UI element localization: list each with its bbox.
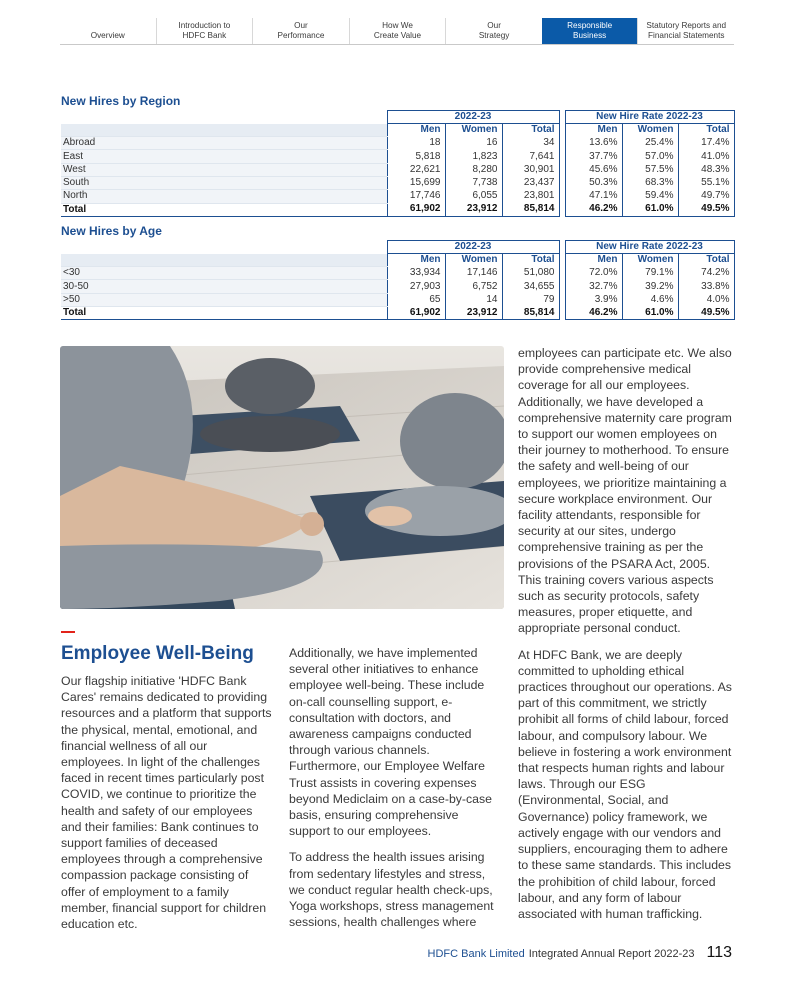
cell: 39.2% xyxy=(622,280,678,293)
column-header: Women xyxy=(445,254,502,267)
region-group-hire-rate: New Hire Rate 2022-23 xyxy=(565,111,734,124)
cell: 79.1% xyxy=(622,267,678,280)
cell: 74.2% xyxy=(678,267,734,280)
cell: 49.7% xyxy=(678,190,734,203)
paragraph: employees can participate etc. We also provide comprehensive medical coverage for all our employees. Additionally, we have developed a comprehensive maternity care program to support our women employees on their journey to motherhood. To ensure the safety and well-being of our employees, we prioritize maintaining a secure workplace environment. Our facility attendants, responsible for security at our sites, undergo comprehensive training as per the provisions of the PSARA Act, 2005. This training covers various aspects such as security protocols, safety measures, proper etiquette, and appropriate personal conduct. xyxy=(518,346,732,636)
cell: 37.7% xyxy=(565,150,622,163)
cell: 1,823 xyxy=(445,150,502,163)
cell: 13.6% xyxy=(565,137,622,150)
cell: 23,912 xyxy=(445,203,502,216)
cell: 45.6% xyxy=(565,163,622,176)
cell: 27,903 xyxy=(387,280,445,293)
table-row xyxy=(61,176,734,189)
row-label: >50 xyxy=(61,293,387,306)
cell: 48.3% xyxy=(678,163,734,176)
cell: 49.5% xyxy=(678,306,734,319)
cell: 8,280 xyxy=(445,163,502,176)
yoga-class-photo xyxy=(60,346,504,609)
tab-create-value[interactable]: How We Create Value xyxy=(349,18,446,44)
cell: 4.0% xyxy=(678,293,734,306)
cell: 32.7% xyxy=(565,280,622,293)
total-row xyxy=(61,306,734,319)
cell: 30,901 xyxy=(502,163,559,176)
table-row xyxy=(61,137,734,150)
column-header: Total xyxy=(502,124,559,137)
cell: 55.1% xyxy=(678,176,734,189)
cell: 7,738 xyxy=(445,176,502,189)
cell: 33,934 xyxy=(387,267,445,280)
cell: 57.0% xyxy=(622,150,678,163)
cell: 6,752 xyxy=(445,280,502,293)
cell: 17,746 xyxy=(387,190,445,203)
cell: 85,814 xyxy=(502,306,559,319)
tab-performance[interactable]: Our Performance xyxy=(252,18,349,44)
cell: 46.2% xyxy=(565,203,622,216)
page-footer xyxy=(428,944,732,962)
table-row xyxy=(61,293,734,306)
region-table xyxy=(61,110,735,217)
cell: 16 xyxy=(445,137,502,150)
cell: 68.3% xyxy=(622,176,678,189)
text-column-3 xyxy=(518,345,733,932)
cell: 4.6% xyxy=(622,293,678,306)
column-header: Men xyxy=(565,254,622,267)
table-row xyxy=(61,190,734,203)
text-column-2 xyxy=(289,645,501,940)
paragraph: To address the health issues arising from sedentary lifestyles and stress, we conduct regular health check-ups, Yoga workshops, stress management sessions, health challenges where xyxy=(289,850,494,930)
row-label: Total xyxy=(61,306,387,319)
total-row xyxy=(61,203,734,216)
text-column-1 xyxy=(61,673,273,942)
tab-overview[interactable]: Overview xyxy=(90,31,125,40)
page-number: 113 xyxy=(706,944,732,961)
section-heading: Employee Well-Being xyxy=(61,643,254,664)
cell: 14 xyxy=(445,293,502,306)
row-label: Abroad xyxy=(61,137,387,150)
column-header: Women xyxy=(445,124,502,137)
cell: 61,902 xyxy=(387,203,445,216)
cell: 23,437 xyxy=(502,176,559,189)
table-row xyxy=(61,163,734,176)
row-label: West xyxy=(61,163,387,176)
cell: 22,621 xyxy=(387,163,445,176)
cell: 33.8% xyxy=(678,280,734,293)
cell: 34,655 xyxy=(502,280,559,293)
row-label: South xyxy=(61,176,387,189)
paragraph: Additionally, we have implemented several other initiatives to enhance employee well-being. These include on-call counselling support, e-consultation with doctors, and awareness campaigns conducted through various channels. Furthermore, our Employee Welfare Trust assists in covering expenses beyond Mediclaim on a case-by-case basis, ensuring comprehensive support to our employees. xyxy=(289,646,493,839)
column-header: Women xyxy=(622,254,678,267)
column-header: Men xyxy=(565,124,622,137)
cell: 46.2% xyxy=(565,306,622,319)
footer-report-title: Integrated Annual Report 2022-23 xyxy=(528,948,695,960)
region-group-2022-23: 2022-23 xyxy=(387,111,559,124)
age-group-hire-rate: New Hire Rate 2022-23 xyxy=(565,241,734,254)
cell: 7,641 xyxy=(502,150,559,163)
column-header: Total xyxy=(678,124,734,137)
cell: 85,814 xyxy=(502,203,559,216)
cell: 17,146 xyxy=(445,267,502,280)
cell: 50.3% xyxy=(565,176,622,189)
row-label: North xyxy=(61,190,387,203)
row-label: Total xyxy=(61,203,387,216)
row-label: East xyxy=(61,150,387,163)
cell: 18 xyxy=(387,137,445,150)
footer-brand: HDFC Bank Limited xyxy=(427,948,525,960)
cell: 23,912 xyxy=(445,306,502,319)
paragraph: At HDFC Bank, we are deeply committed to upholding ethical practices throughout our operations. As part of this commitment, we strictly prohibit all forms of child labour, forced labour, and compulsory labour. We believe in fostering a work environment that respects human rights and labour laws. Through our ESG (Environmental, Social, and Governance) policy framework, we actively engage with our vendors and suppliers, encouraging them to adhere to these same standards. This includes the prohibition of child labour, forced labour, and any form of labour associated with human trafficking. xyxy=(518,647,732,921)
accent-bar xyxy=(61,631,75,633)
tab-responsible-business[interactable]: Responsible Business xyxy=(542,18,638,44)
cell: 72.0% xyxy=(565,267,622,280)
paragraph: Our flagship initiative 'HDFC Bank Cares' remains dedicated to providing resources and a platform that supports the physical, mental, emotional, and financial wellness of all our employees. In light of the challenges faced in recent times particularly post COVID, we continue to prioritize the health and safety of our employees and their families: Bank continues to support families of deceased employees through a comprehensive compassion package consisting of offer of employment to a family member, financial support for children education etc. xyxy=(61,674,272,932)
cell: 65 xyxy=(387,293,445,306)
cell: 6,055 xyxy=(445,190,502,203)
table-row xyxy=(61,267,734,280)
cell: 17.4% xyxy=(678,137,734,150)
age-table-title: New Hires by Age xyxy=(61,224,162,238)
cell: 47.1% xyxy=(565,190,622,203)
cell: 23,801 xyxy=(502,190,559,203)
table-row xyxy=(61,280,734,293)
column-header: Total xyxy=(502,254,559,267)
cell: 59.4% xyxy=(622,190,678,203)
region-table-title: New Hires by Region xyxy=(61,94,181,108)
table-row xyxy=(61,150,734,163)
cell: 61.0% xyxy=(622,203,678,216)
cell: 61,902 xyxy=(387,306,445,319)
cell: 61.0% xyxy=(622,306,678,319)
age-group-2022-23: 2022-23 xyxy=(387,241,559,254)
column-header: Men xyxy=(387,254,445,267)
row-label: <30 xyxy=(61,267,387,280)
cell: 57.5% xyxy=(622,163,678,176)
cell: 5,818 xyxy=(387,150,445,163)
column-header: Total xyxy=(678,254,734,267)
tab-strategy[interactable]: Our Strategy xyxy=(445,18,542,44)
tab-introduction[interactable]: Introduction to HDFC Bank xyxy=(156,18,253,44)
cell: 51,080 xyxy=(502,267,559,280)
section-nav xyxy=(60,18,734,45)
cell: 34 xyxy=(502,137,559,150)
cell: 41.0% xyxy=(678,150,734,163)
column-header: Men xyxy=(387,124,445,137)
row-label: 30-50 xyxy=(61,280,387,293)
age-table xyxy=(61,240,735,320)
column-header: Women xyxy=(622,124,678,137)
cell: 3.9% xyxy=(565,293,622,306)
cell: 79 xyxy=(502,293,559,306)
cell: 49.5% xyxy=(678,203,734,216)
tab-statutory-reports[interactable]: Statutory Reports and Financial Statements xyxy=(637,18,734,44)
cell: 15,699 xyxy=(387,176,445,189)
cell: 25.4% xyxy=(622,137,678,150)
